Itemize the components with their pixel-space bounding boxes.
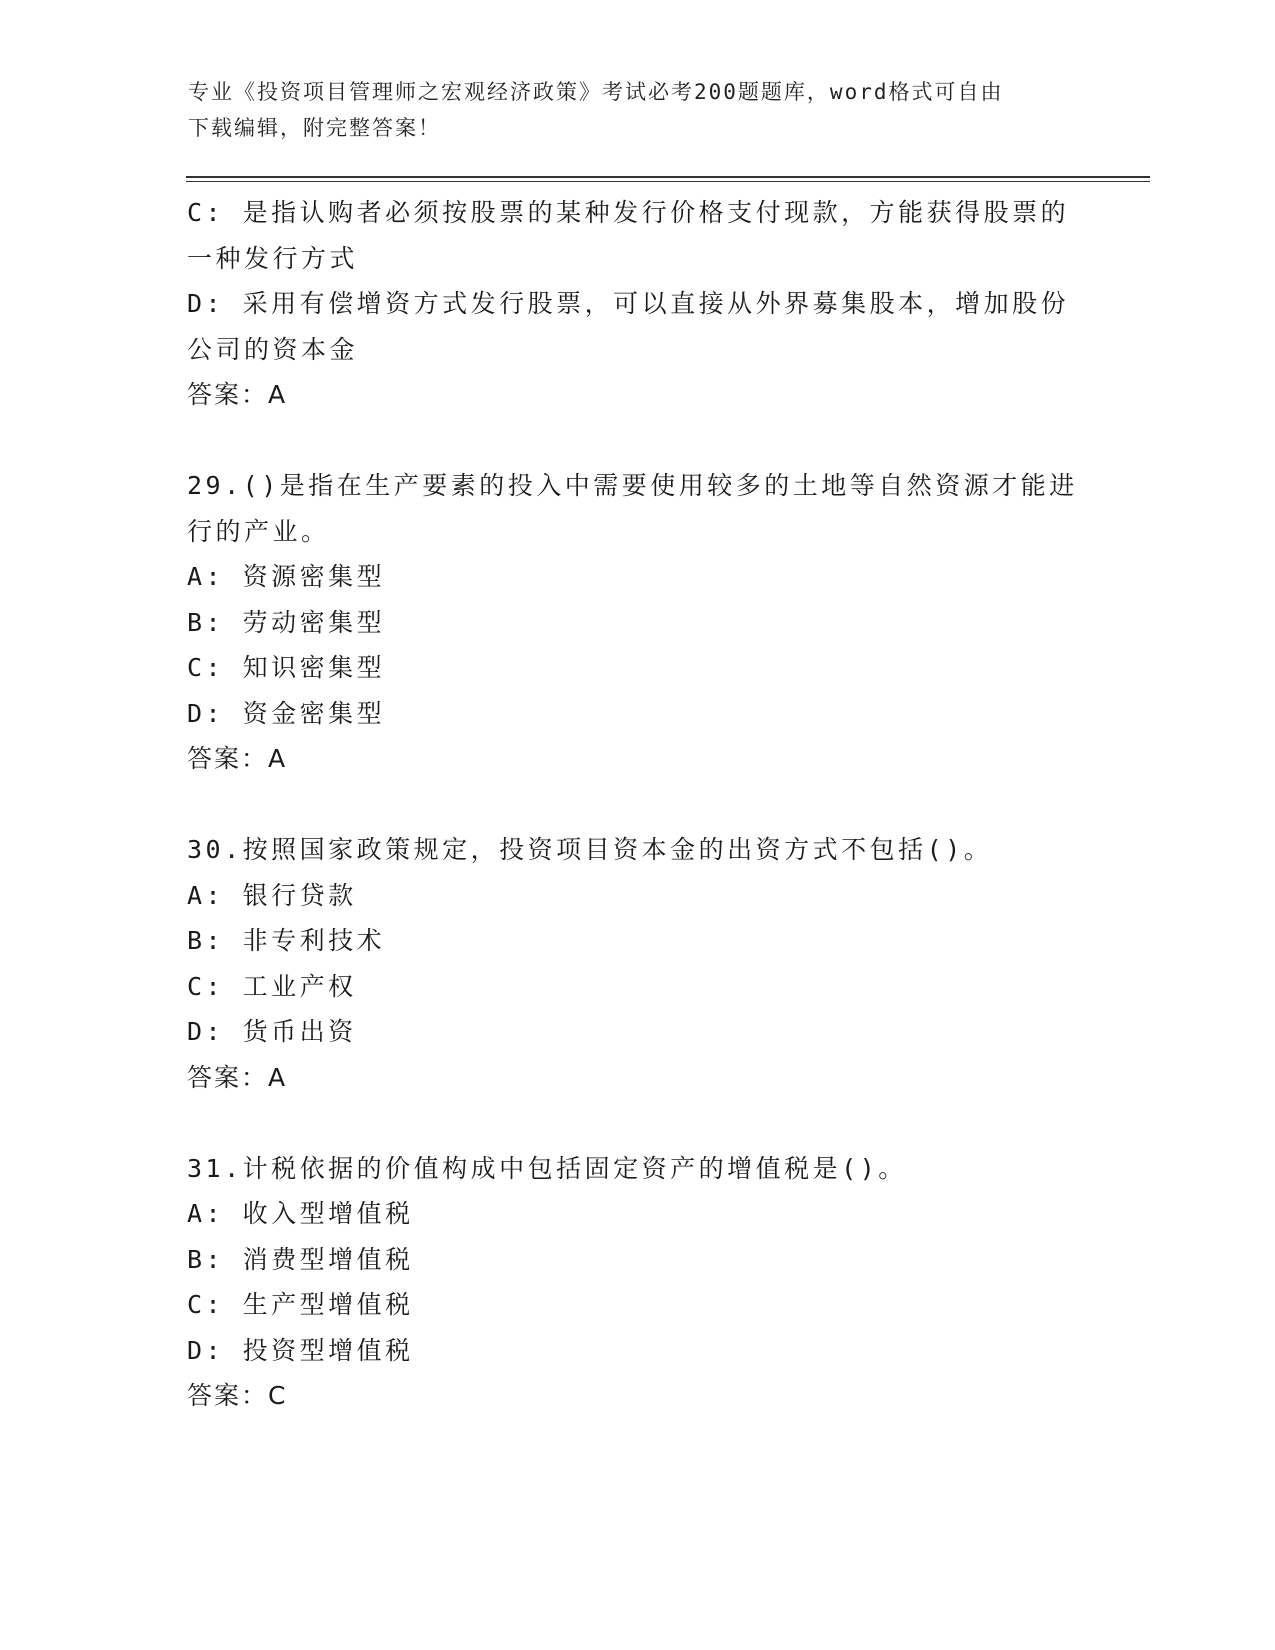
option-a: A: 资源密集型 — [187, 562, 386, 591]
option-b: B: 消费型增值税 — [187, 1244, 414, 1274]
answer-line: 答案：A — [187, 380, 288, 409]
question-30 — [187, 827, 1087, 1100]
option-a: A: 银行贷款 — [187, 880, 357, 910]
option-d: D: 采用有偿增资方式发行股票，可以直接从外界募集股本，增加股份 — [187, 289, 1070, 318]
answer-line: 答案：A — [187, 1062, 288, 1092]
question-stem: 30.按照国家政策规定，投资项目资本金的出资方式不包括()。 — [187, 835, 993, 864]
option-c: C: 是指认购者必须按股票的某种发行价格支付现款，方能获得股票的 — [187, 198, 1070, 227]
option-d: D: 投资型增值税 — [187, 1335, 414, 1365]
option-c: C: 知识密集型 — [187, 653, 386, 682]
spacer — [187, 418, 1087, 464]
option-c-continued: 一种发行方式 — [187, 243, 359, 273]
option-b: B: 劳动密集型 — [187, 607, 386, 637]
header-title-line-1: 专业《投资项目管理师之宏观经济政策》考试必考200题题库，word格式可自由 — [188, 80, 1004, 104]
option-a: A: 收入型增值税 — [187, 1199, 414, 1228]
header-divider — [186, 176, 1150, 182]
header-title-line-2: 下载编辑，附完整答案！ — [188, 116, 441, 140]
spacer — [187, 1100, 1087, 1146]
previous-question-tail — [187, 190, 1087, 418]
question-31 — [187, 1146, 1087, 1419]
option-d: D: 货币出资 — [187, 1017, 357, 1046]
question-29 — [187, 463, 1087, 782]
answer-line: 答案：A — [187, 744, 288, 773]
option-c: C: 生产型增值税 — [187, 1290, 414, 1319]
option-c: C: 工业产权 — [187, 971, 357, 1001]
option-b: B: 非专利技术 — [187, 926, 386, 955]
option-d: D: 资金密集型 — [187, 698, 386, 728]
question-stem: 29.()是指在生产要素的投入中需要使用较多的土地等自然资源才能进 — [187, 471, 1078, 500]
page-header — [188, 74, 1068, 146]
question-content — [187, 190, 1087, 1419]
spacer — [187, 782, 1087, 828]
question-stem-continued: 行的产业。 — [187, 516, 330, 546]
answer-line: 答案：C — [187, 1381, 288, 1410]
option-d-continued: 公司的资本金 — [187, 334, 359, 364]
question-stem: 31.计税依据的价值构成中包括固定资产的增值税是()。 — [187, 1153, 907, 1183]
